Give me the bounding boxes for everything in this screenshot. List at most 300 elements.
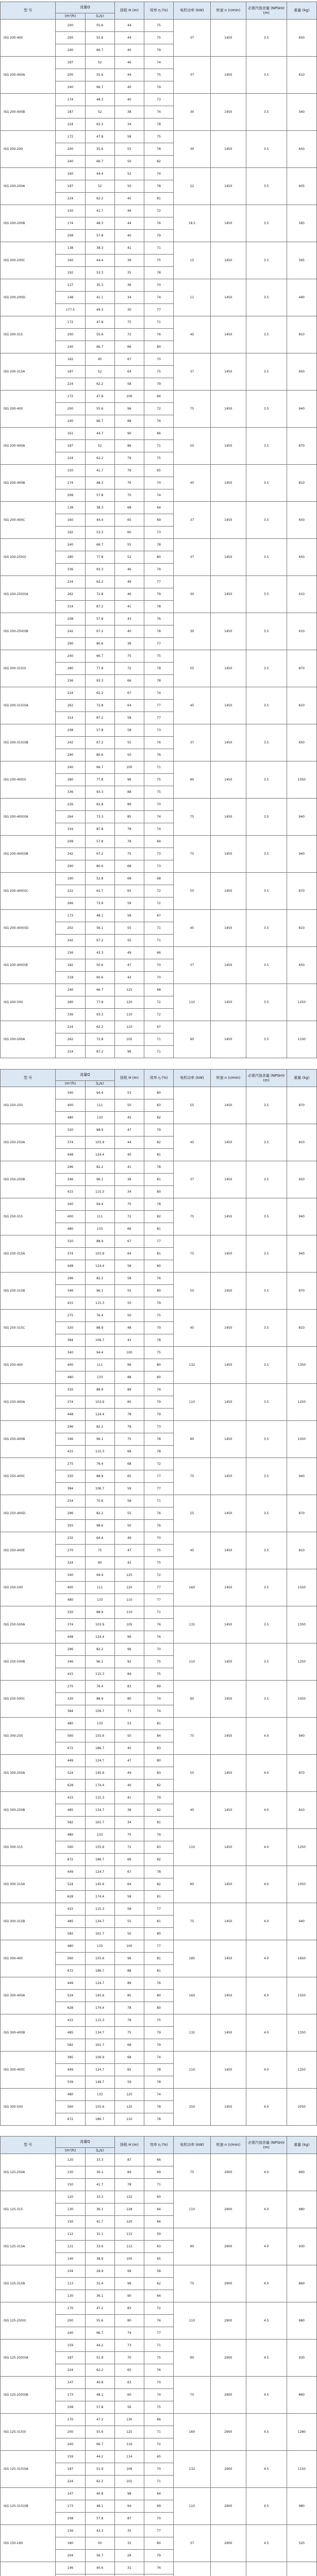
spec-table-3: [0, 2136, 317, 2576]
motor-power-cell: 45: [174, 687, 211, 724]
head-cell: 43: [114, 613, 144, 625]
flow-m3h-cell: 180: [56, 2537, 85, 2550]
head-cell: 56: [114, 2401, 144, 2414]
weight-cell: 940: [287, 1198, 316, 1235]
npsh-cell: 3.5: [246, 168, 287, 205]
motor-power-cell: 75: [174, 1198, 211, 1235]
flow-m3h-cell: 232: [56, 1532, 85, 1545]
flow-ls-cell: 134.7: [85, 1916, 114, 1928]
flow-m3h-cell: 242: [56, 737, 85, 749]
flow-m3h-cell: 336: [56, 675, 85, 687]
header-motor-power: 电机功率 (kW): [174, 2137, 211, 2154]
head-cell: 40: [114, 230, 144, 242]
efficiency-cell: 75: [144, 131, 173, 143]
head-cell: 59: [114, 897, 144, 910]
efficiency-cell: 70: [144, 2377, 173, 2389]
table-row: [1, 1021, 317, 1033]
efficiency-cell: 82: [144, 1804, 173, 1817]
flow-ls-cell: 93.3: [85, 564, 114, 576]
flow-ls-cell: 62.2: [85, 687, 114, 700]
flow-m3h-cell: 628: [56, 2002, 85, 2014]
flow-ls-cell: 48.3: [85, 477, 114, 489]
flow-m3h-cell: 275: [56, 1458, 85, 1470]
flow-ls-cell: 96.1: [85, 1433, 114, 1446]
flow-ls-cell: 36.1: [85, 2290, 114, 2302]
head-cell: 35: [114, 2525, 144, 2537]
flow-ls-cell: 40.8: [85, 2488, 114, 2500]
efficiency-cell: 71: [144, 2179, 173, 2191]
efficiency-cell: 75: [144, 774, 173, 786]
npsh-cell: 3.5: [246, 576, 287, 613]
efficiency-cell: 74: [144, 489, 173, 502]
npsh-cell: 3.5: [246, 1495, 287, 1532]
head-cell: 58: [114, 910, 144, 922]
flow-m3h-cell: 449: [56, 1755, 85, 1767]
motor-power-cell: 30: [174, 131, 211, 168]
efficiency-cell: 75: [144, 366, 173, 378]
efficiency-cell: 76: [144, 415, 173, 428]
flow-ls-cell: 76.4: [85, 1458, 114, 1470]
efficiency-cell: 75: [144, 1347, 173, 1359]
flow-ls-cell: 64.4: [85, 1532, 114, 1545]
efficiency-cell: 79: [144, 44, 173, 57]
flow-ls-cell: 66.7: [85, 650, 114, 663]
model-cell: ISG 200-500: [1, 984, 56, 1021]
npsh-cell: 3.5: [246, 1273, 287, 1310]
motor-power-cell: 110: [174, 1384, 211, 1421]
speed-cell: 1450: [210, 1161, 246, 1198]
weight-cell: 810: [287, 1124, 316, 1161]
head-cell: 45: [114, 193, 144, 205]
npsh-cell: 3.5: [246, 57, 287, 94]
flow-ls-cell: 52: [85, 366, 114, 378]
efficiency-cell: 71: [144, 316, 173, 329]
head-cell: 68: [114, 2039, 144, 2052]
head-cell: 55: [114, 922, 144, 935]
flow-ls-cell: 38.3: [85, 242, 114, 255]
head-cell: 50: [114, 1297, 144, 1310]
flow-ls-cell: 44.4: [85, 514, 114, 527]
flow-ls-cell: 35.3: [85, 279, 114, 292]
efficiency-cell: 74: [144, 2389, 173, 2401]
head-cell: 96: [114, 2278, 144, 2290]
flow-m3h-cell: 200: [56, 403, 85, 415]
efficiency-cell: 59: [144, 2228, 173, 2241]
flow-m3h-cell: 560: [56, 1730, 85, 1742]
table-row: [1, 353, 317, 366]
weight-cell: 870: [287, 1087, 316, 1124]
flow-ls-cell: 115.3: [85, 1297, 114, 1310]
head-cell: 92: [114, 1656, 144, 1668]
flow-m3h-cell: 672: [56, 2113, 85, 2126]
model-cell: ISG 300-250A: [1, 1755, 56, 1792]
model-cell: ISG 200-500A: [1, 1021, 56, 1058]
npsh-cell: 3.5: [246, 1532, 287, 1569]
flow-ls-cell: 53.3: [85, 527, 114, 539]
flow-ls-cell: 50.6: [85, 959, 114, 972]
efficiency-cell: 77: [144, 1483, 173, 1495]
speed-cell: 1450: [210, 428, 246, 465]
flow-ls-cell: 96.1: [85, 1285, 114, 1297]
flow-ls-cell: 62.2: [85, 576, 114, 588]
flow-ls-cell: 48.3: [85, 217, 114, 230]
flow-ls-cell: 47.8: [85, 391, 114, 403]
head-cell: 105: [114, 2253, 144, 2265]
flow-ls-cell: 52: [85, 440, 114, 452]
flow-ls-cell: 70.6: [85, 1495, 114, 1507]
header-flow-m3h: (m³/h): [56, 1081, 85, 1087]
model-cell: ISG 125-250(I)A: [1, 2340, 56, 2377]
efficiency-cell: 78: [144, 267, 173, 279]
flow-ls-cell: 62.2: [85, 2364, 114, 2377]
header-weight: 重量 (kg): [287, 2137, 316, 2154]
head-cell: 132: [114, 2191, 144, 2204]
flow-m3h-cell: 174: [56, 477, 85, 489]
flow-m3h-cell: 187: [56, 180, 85, 193]
flow-m3h-cell: 290: [56, 638, 85, 650]
table-row: [1, 316, 317, 329]
flow-m3h-cell: 187: [56, 2352, 85, 2364]
flow-ls-cell: 93.3: [85, 1009, 114, 1021]
npsh-cell: 4.0: [246, 1903, 287, 1940]
efficiency-cell: 74: [144, 292, 173, 304]
weight-cell: 940: [287, 1718, 316, 1755]
model-cell: ISG 250-500A: [1, 1606, 56, 1643]
head-cell: 100: [114, 1940, 144, 1953]
efficiency-cell: 66: [144, 2216, 173, 2228]
speed-cell: 1450: [210, 1606, 246, 1643]
flow-m3h-cell: 320: [56, 1124, 85, 1137]
efficiency-cell: 58: [144, 2265, 173, 2278]
head-cell: 83: [114, 1681, 144, 1693]
weight-cell: 1550: [287, 1977, 316, 2014]
header-efficiency: 效率 η (%): [144, 2, 173, 20]
model-cell: ISG 200-200C: [1, 242, 56, 279]
flow-m3h-cell: 448: [56, 1149, 85, 1161]
flow-ls-cell: 48.1: [85, 2389, 114, 2401]
flow-ls-cell: 186.7: [85, 1965, 114, 1977]
speed-cell: 1450: [210, 465, 246, 502]
efficiency-cell: 60: [144, 2191, 173, 2204]
head-cell: 68: [114, 1446, 144, 1458]
flow-m3h-cell: 173: [56, 910, 85, 922]
flow-ls-cell: 186.7: [85, 1742, 114, 1755]
efficiency-cell: 81: [144, 1149, 173, 1161]
model-cell: ISG 300-315A: [1, 1866, 56, 1903]
model-cell: ISG 200-400(I): [1, 761, 56, 799]
flow-m3h-cell: 448: [56, 1260, 85, 1273]
motor-power-cell: 75: [174, 1903, 211, 1940]
efficiency-cell: 69: [144, 1681, 173, 1693]
speed-cell: 1450: [210, 1903, 246, 1940]
efficiency-cell: 69: [144, 2166, 173, 2179]
efficiency-cell: 71: [144, 935, 173, 947]
model-cell: ISG 200-315A: [1, 353, 56, 391]
model-cell: ISG 200-400C: [1, 502, 56, 539]
head-cell: 42: [114, 972, 144, 984]
flow-m3h-cell: 208: [56, 230, 85, 242]
flow-ls-cell: 111: [85, 1359, 114, 1371]
weight-cell: 1250: [287, 2052, 316, 2089]
table-row: [1, 2014, 317, 2027]
efficiency-cell: 80: [144, 1359, 173, 1371]
flow-m3h-cell: 415: [56, 1903, 85, 1916]
table-row: [1, 1495, 317, 1507]
flow-m3h-cell: 159: [56, 2451, 85, 2463]
efficiency-cell: 76: [144, 217, 173, 230]
flow-ls-cell: 31.4: [85, 2278, 114, 2290]
efficiency-cell: 71: [144, 440, 173, 452]
efficiency-cell: 83: [144, 1767, 173, 1780]
efficiency-cell: 76: [144, 2364, 173, 2377]
flow-m3h-cell: 449: [56, 1866, 85, 1878]
npsh-cell: 3.5: [246, 131, 287, 168]
flow-m3h-cell: 560: [56, 1841, 85, 1854]
flow-ls-cell: 41.7: [85, 465, 114, 477]
flow-ls-cell: 67.2: [85, 935, 114, 947]
table-row: [1, 2562, 317, 2574]
motor-power-cell: 75: [174, 799, 211, 836]
flow-m3h-cell: 340: [56, 1569, 85, 1582]
model-cell: ISG 300-500: [1, 2089, 56, 2126]
efficiency-cell: 72: [144, 403, 173, 415]
npsh-cell: [246, 2562, 287, 2576]
flow-ls-cell: 55.6: [85, 69, 114, 81]
flow-m3h-cell: 374: [56, 1248, 85, 1260]
head-cell: 70: [114, 489, 144, 502]
speed-cell: 1450: [210, 1021, 246, 1058]
model-cell: ISG 200-250(I)A: [1, 576, 56, 613]
flow-m3h-cell: 296: [56, 1643, 85, 1656]
head-cell: 53: [114, 1718, 144, 1730]
flow-m3h-cell: 224: [56, 2476, 85, 2488]
speed-cell: 2900: [210, 2488, 246, 2525]
efficiency-cell: 79: [144, 378, 173, 391]
head-cell: 78: [114, 2014, 144, 2027]
flow-m3h-cell: 130: [56, 2204, 85, 2216]
npsh-cell: 3.5: [246, 242, 287, 279]
efficiency-cell: 74: [144, 57, 173, 69]
motor-power-cell: 45: [174, 316, 211, 353]
flow-m3h-cell: 400: [56, 1211, 85, 1223]
model-cell: ISG 200-400B: [1, 94, 56, 131]
speed-cell: 1450: [210, 984, 246, 1021]
efficiency-cell: 78: [144, 625, 173, 638]
motor-power-cell: 30: [174, 613, 211, 650]
efficiency-cell: 80: [144, 1186, 173, 1198]
motor-power-cell: 30: [174, 94, 211, 131]
motor-power-cell: 55: [174, 650, 211, 687]
table-row: [1, 168, 317, 180]
spec-table-1: [0, 2, 317, 1058]
flow-m3h-cell: 582: [56, 2039, 85, 2052]
head-cell: 89: [114, 1977, 144, 1990]
flow-m3h-cell: 170: [56, 2414, 85, 2426]
flow-m3h-cell: 449: [56, 2064, 85, 2076]
head-cell: 50: [114, 156, 144, 168]
flow-ls-cell: 55.6: [85, 20, 114, 32]
motor-power-cell: 37: [174, 502, 211, 539]
npsh-cell: 4.5: [246, 2377, 287, 2414]
npsh-cell: 4.5: [246, 2340, 287, 2377]
efficiency-cell: 81: [144, 193, 173, 205]
efficiency-cell: 79: [144, 230, 173, 242]
flow-ls-cell: 115.3: [85, 1668, 114, 1681]
efficiency-cell: 76: [144, 1520, 173, 1532]
efficiency-cell: 62: [144, 2278, 173, 2290]
efficiency-cell: 75: [144, 20, 173, 32]
efficiency-cell: 78: [144, 601, 173, 613]
speed-cell: 2900: [210, 2191, 246, 2228]
head-cell: 85: [114, 1396, 144, 1409]
efficiency-cell: 77: [144, 1594, 173, 1606]
motor-power-cell: 30: [174, 576, 211, 613]
flow-m3h-cell: 150: [56, 2216, 85, 2228]
table-row: [1, 2191, 317, 2204]
table-row: [1, 57, 317, 69]
head-cell: 47: [114, 1545, 144, 1557]
flow-m3h-cell: 296: [56, 1161, 85, 1174]
flow-ls-cell: 80.6: [85, 638, 114, 650]
npsh-cell: 3.5: [246, 94, 287, 131]
efficiency-cell: 78: [144, 663, 173, 675]
motor-power-cell: 37: [174, 2525, 211, 2562]
model-cell: ISG 200-315(I)B: [1, 724, 56, 761]
flow-ls-cell: 62.2: [85, 2476, 114, 2488]
speed-cell: 2900: [210, 2377, 246, 2414]
npsh-cell: 3.5: [246, 1198, 287, 1235]
flow-ls-cell: 76.4: [85, 1310, 114, 1322]
motor-power-cell: 90: [174, 761, 211, 799]
head-cell: 65: [114, 514, 144, 527]
efficiency-cell: 74: [144, 2052, 173, 2064]
head-cell: 96: [114, 1359, 144, 1371]
weight-cell: 650: [287, 539, 316, 576]
efficiency-cell: 80: [144, 1087, 173, 1099]
head-cell: 100: [114, 391, 144, 403]
head-cell: 38: [114, 106, 144, 118]
efficiency-cell: 74: [144, 1705, 173, 1718]
flow-m3h-cell: 320: [56, 1235, 85, 1248]
head-cell: 58: [114, 712, 144, 724]
model-cell: ISG 200-400A: [1, 57, 56, 94]
flow-ls-cell: 66.7: [85, 2438, 114, 2451]
head-cell: 44: [114, 20, 144, 32]
head-cell: 40: [114, 1149, 144, 1161]
npsh-cell: 4.0: [246, 2014, 287, 2052]
speed-cell: 1450: [210, 279, 246, 316]
npsh-cell: 3.5: [246, 873, 287, 910]
efficiency-cell: 75: [144, 69, 173, 81]
efficiency-cell: 79: [144, 2027, 173, 2039]
efficiency-cell: 70: [144, 279, 173, 292]
head-cell: 76: [114, 477, 144, 489]
head-cell: 72: [114, 663, 144, 675]
weight-cell: 810: [287, 687, 316, 724]
efficiency-cell: 78: [144, 1334, 173, 1347]
efficiency-cell: 77: [144, 1235, 173, 1248]
flow-m3h-cell: 172: [56, 391, 85, 403]
header-weight: 重量 (kg): [287, 2, 316, 20]
head-cell: 31: [114, 2562, 144, 2574]
weight-cell: 650: [287, 1161, 316, 1198]
weight-cell: 1280: [287, 2414, 316, 2451]
motor-power-cell: 55: [174, 428, 211, 465]
efficiency-cell: 75: [144, 1310, 173, 1322]
npsh-cell: 4.0: [246, 2265, 287, 2302]
header-head: 扬程 H (m): [114, 2137, 144, 2154]
model-cell: ISG 250-500: [1, 1569, 56, 1606]
efficiency-cell: 77: [144, 576, 173, 588]
efficiency-cell: 77: [144, 1582, 173, 1594]
speed-cell: [210, 2562, 246, 2576]
efficiency-cell: 75: [144, 32, 173, 44]
model-cell: ISG 125-250(I): [1, 2302, 56, 2340]
motor-power-cell: 22: [174, 168, 211, 205]
flow-m3h-cell: 173: [56, 2500, 85, 2513]
model-cell: ISG 250-400B: [1, 1421, 56, 1458]
flow-m3h-cell: 222: [56, 885, 85, 897]
efficiency-cell: 75: [144, 1545, 173, 1557]
table-row: [1, 2052, 317, 2064]
head-cell: 55: [114, 737, 144, 749]
efficiency-cell: 70: [144, 972, 173, 984]
flow-ls-cell: 52: [85, 180, 114, 193]
efficiency-cell: 84: [144, 1730, 173, 1742]
head-cell: 40: [114, 94, 144, 106]
flow-ls-cell: 103.9: [85, 1396, 114, 1409]
efficiency-cell: 76: [144, 1631, 173, 1643]
flow-m3h-cell: 480: [56, 1223, 85, 1235]
flow-ls-cell: 52: [85, 106, 114, 118]
flow-m3h-cell: 320: [56, 1384, 85, 1396]
head-cell: 120: [114, 2101, 144, 2113]
efficiency-cell: 80: [144, 551, 173, 564]
npsh-cell: 3.5: [246, 1569, 287, 1606]
flow-ls-cell: 111: [85, 1211, 114, 1223]
npsh-cell: 3.5: [246, 1606, 287, 1643]
spec-table: [0, 2136, 317, 2576]
header-head: 扬程 H (m): [114, 1070, 144, 1087]
efficiency-cell: 80: [144, 1755, 173, 1767]
model-cell: ISG 300-250: [1, 1718, 56, 1755]
motor-power-cell: 37: [174, 724, 211, 761]
head-cell: 75: [114, 848, 144, 860]
head-cell: 96: [114, 403, 144, 415]
head-cell: 45: [114, 1742, 144, 1755]
flow-ls-cell: 93.3: [85, 786, 114, 799]
flow-m3h-cell: 314: [56, 712, 85, 724]
efficiency-cell: 69: [144, 514, 173, 527]
flow-m3h-cell: 355: [56, 1520, 85, 1532]
flow-ls-cell: 45: [85, 353, 114, 366]
head-cell: 110: [114, 2113, 144, 2126]
head-cell: 74: [114, 2327, 144, 2340]
flow-ls-cell: 62.2: [85, 452, 114, 465]
weight-cell: 940: [287, 799, 316, 836]
head-cell: 75: [114, 2027, 144, 2039]
weight-cell: 610: [287, 57, 316, 94]
flow-m3h-cell: 400: [56, 1582, 85, 1594]
model-cell: ISG 200-400B: [1, 465, 56, 502]
speed-cell: 1450: [210, 316, 246, 353]
speed-cell: 1450: [210, 539, 246, 576]
head-cell: 83: [114, 2302, 144, 2315]
flow-ls-cell: 47.8: [85, 131, 114, 143]
table-row: [1, 2525, 317, 2537]
model-cell: ISG 250-250B: [1, 1161, 56, 1198]
weight-cell: 565: [287, 242, 316, 279]
